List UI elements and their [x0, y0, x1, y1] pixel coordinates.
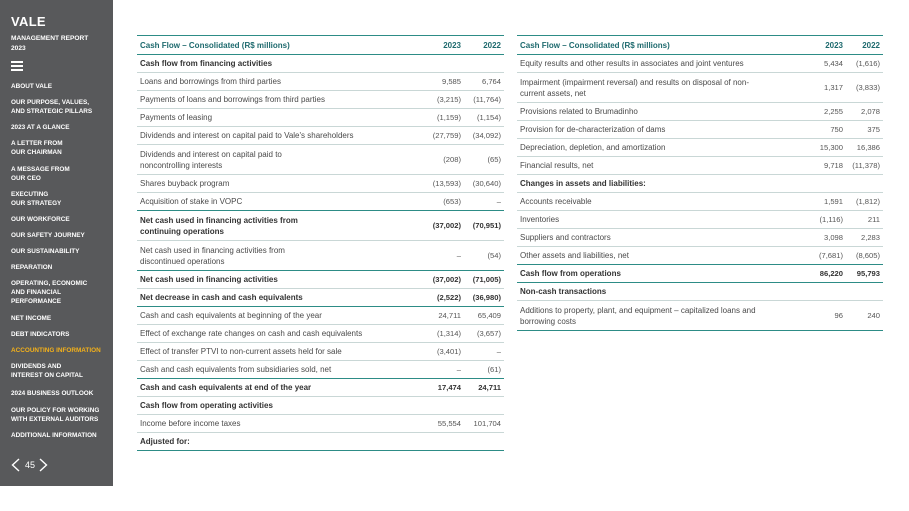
row-value-2022 [846, 283, 883, 301]
sidebar-item-label: WITH EXTERNAL AUDITORS [11, 415, 99, 423]
table-row [517, 247, 883, 265]
sidebar-item-net-income[interactable] [11, 315, 111, 324]
row-value-2023: 15,300 [819, 143, 843, 152]
table-row [137, 397, 504, 415]
sidebar-item-at-a-glance[interactable] [11, 124, 111, 133]
cash-flow-table-right [517, 35, 883, 331]
row-label: Accounts receivable [520, 197, 592, 206]
table-row [517, 193, 883, 211]
row-label: Payments of leasing [140, 113, 213, 122]
table-row [517, 301, 883, 331]
row-label: Acquisition of stake in VOPC [140, 197, 243, 206]
sidebar-item-label: 2024 BUSINESS OUTLOOK [11, 390, 94, 397]
row-value-2023 [800, 283, 846, 301]
row-value-2022: 240 [867, 311, 880, 320]
sidebar-item-label: OUR WORKFORCE [11, 216, 70, 223]
report-title [11, 34, 107, 53]
row-value-2023: (37,002) [432, 275, 461, 284]
sidebar-item-purpose[interactable] [11, 99, 111, 117]
row-value-2023: (13,593) [432, 179, 461, 188]
row-label: Effect of exchange rate changes on cash and cash equivalents [140, 329, 363, 338]
row-value-2022: 2,283 [860, 233, 880, 242]
row-label: Effect of transfer PTVI to non-current assets held for sale [140, 347, 342, 356]
row-label: Changes in assets and liabilities: [520, 179, 646, 188]
row-value-2022: 375 [867, 125, 880, 134]
row-value-2023: 2,255 [823, 107, 843, 116]
row-value-2022: 65,409 [477, 311, 501, 320]
row-value-2022 [846, 175, 883, 193]
hamburger-icon[interactable] [11, 61, 23, 71]
sidebar-item-safety[interactable] [11, 232, 111, 241]
page-number: 45 [25, 460, 36, 470]
table-row [137, 289, 504, 307]
table-row [517, 283, 883, 301]
sidebar-item-label: AND STRATEGIC PILLARS [11, 107, 93, 115]
sidebar-item-label: DIVIDENDS AND [11, 363, 62, 370]
row-value-2023: 3,098 [823, 233, 843, 242]
row-value-2023: 96 [834, 311, 843, 320]
row-label: Provision for de-characterization of dams [520, 125, 666, 134]
sidebar [0, 0, 113, 486]
sidebar-item-accounting[interactable] [11, 347, 111, 356]
sidebar-item-label: OUR SUSTAINABILITY [11, 248, 80, 255]
row-value-2022: (1,812) [855, 197, 880, 206]
table-row [517, 73, 883, 103]
table-title: Cash Flow – Consolidated (R$ millions) [517, 36, 800, 55]
pagination [11, 458, 48, 472]
table-row [137, 379, 504, 397]
row-value-2022: (30,640) [472, 179, 501, 188]
table-row [137, 361, 504, 379]
sidebar-item-additional[interactable] [11, 432, 111, 441]
row-label: Dividends and interest on capital paid to noncontrolling interests [140, 149, 282, 170]
row-value-2022: 6,764 [481, 77, 501, 86]
sidebar-item-label: ACCOUNTING INFORMATION [11, 347, 101, 354]
row-value-2022: (3,657) [476, 329, 501, 338]
row-value-2023: (37,002) [432, 221, 461, 230]
sidebar-item-label: ADDITIONAL INFORMATION [11, 432, 97, 439]
row-value-2022 [464, 433, 504, 451]
table-header [137, 36, 504, 55]
table-row [137, 73, 504, 91]
sidebar-item-label: REPARATION [11, 264, 53, 271]
row-label: Net decrease in cash and cash equivalents [140, 293, 303, 302]
sidebar-item-strategy[interactable] [11, 191, 111, 209]
row-value-2023: 9,585 [441, 77, 461, 86]
row-label: Shares buyback program [140, 179, 230, 188]
row-value-2023: 750 [830, 125, 843, 134]
row-label: Cash flow from operating activities [140, 401, 273, 410]
row-label: Impairment (impairment reversal) and results on disposal of non-current assets, net [520, 77, 749, 98]
sidebar-item-label: INTEREST ON CAPITAL [11, 371, 83, 379]
row-value-2022: (36,980) [472, 293, 501, 302]
sidebar-item-performance[interactable] [11, 280, 111, 306]
row-value-2022 [464, 55, 504, 73]
row-label: Loans and borrowings from third parties [140, 77, 281, 86]
sidebar-item-label: ABOUT VALE [11, 83, 53, 90]
row-label: Cash flow from financing activities [140, 59, 273, 68]
sidebar-item-label: AND FINANCIAL [11, 288, 62, 296]
table-title: Cash Flow – Consolidated (R$ millions) [137, 36, 412, 55]
sidebar-item-dividends[interactable] [11, 363, 111, 381]
table-row [137, 415, 504, 433]
sidebar-item-workforce[interactable] [11, 216, 111, 225]
table-row [137, 211, 504, 241]
row-label: Cash and cash equivalents from subsidiaries sold, net [140, 365, 332, 374]
row-value-2023: (3,401) [436, 347, 461, 356]
table-row [137, 343, 504, 361]
row-value-2023 [800, 175, 846, 193]
table-row [517, 265, 883, 283]
sidebar-item-label: OUR STRATEGY [11, 199, 62, 207]
sidebar-item-about-vale[interactable] [11, 83, 111, 92]
row-value-2022: (34,092) [472, 131, 501, 140]
row-value-2023: – [456, 365, 461, 374]
row-value-2023: (27,759) [432, 131, 461, 140]
sidebar-item-label: OPERATING, ECONOMIC [11, 280, 88, 287]
row-label: Additions to property, plant, and equipment – capitalized loans and borrowing costs [520, 305, 756, 326]
table-row [137, 175, 504, 193]
sidebar-item-label: PERFORMANCE [11, 297, 62, 305]
next-page-icon[interactable] [39, 458, 48, 472]
row-value-2022: – [496, 197, 501, 206]
table-row [137, 145, 504, 175]
sidebar-item-label: OUR CEO [11, 174, 41, 182]
row-label: Net cash used in financing activities from continuing operations [140, 215, 298, 236]
report-title-line2: 2023 [11, 44, 26, 52]
row-value-2022: (54) [487, 251, 501, 260]
row-value-2023: (7,681) [818, 251, 843, 260]
row-value-2023 [412, 433, 464, 451]
sidebar-item-label: DEBT INDICATORS [11, 331, 70, 338]
col-2022: 2022 [846, 36, 883, 55]
row-label: Payments of loans and borrowings from third parties [140, 95, 325, 104]
row-value-2022: 211 [867, 215, 880, 224]
table-row [517, 55, 883, 73]
table-row [137, 271, 504, 289]
report-title-line1: MANAGEMENT REPORT [11, 35, 89, 42]
row-label: Cash and cash equivalents at end of the year [140, 383, 312, 392]
row-value-2022: 2,078 [860, 107, 880, 116]
table-row [517, 229, 883, 247]
row-value-2023: 55,554 [437, 419, 461, 428]
row-value-2023 [412, 55, 464, 73]
row-value-2022: (65) [487, 155, 501, 164]
sidebar-item-debt[interactable] [11, 331, 111, 340]
row-value-2022: 95,793 [856, 269, 880, 278]
sidebar-item-outlook[interactable] [11, 390, 111, 399]
sidebar-item-label: 2023 AT A GLANCE [11, 124, 70, 131]
row-value-2023: (653) [443, 197, 461, 206]
row-label: Adjusted for: [140, 437, 190, 446]
row-value-2022: – [496, 347, 501, 356]
row-value-2022 [464, 397, 504, 415]
sidebar-item-letter-chairman[interactable] [11, 140, 111, 158]
row-value-2023: 17,474 [437, 383, 461, 392]
row-value-2023: – [456, 251, 461, 260]
sidebar-item-label: OUR CHAIRMAN [11, 148, 62, 156]
sidebar-item-label: EXECUTING [11, 191, 49, 198]
row-value-2022: (1,616) [855, 59, 880, 68]
sidebar-item-label: A MESSAGE FROM [11, 166, 70, 173]
prev-page-icon[interactable] [11, 458, 20, 472]
row-label: Non-cash transactions [520, 287, 607, 296]
table-row [517, 103, 883, 121]
row-label: Equity results and other results in associates and joint ventures [520, 59, 744, 68]
sidebar-item-label: OUR POLICY FOR WORKING [11, 407, 100, 414]
row-value-2022: (3,833) [855, 83, 880, 92]
row-label: Cash and cash equivalents at beginning of the year [140, 311, 322, 320]
row-value-2023: 1,591 [823, 197, 843, 206]
row-value-2022: 101,704 [473, 419, 501, 428]
sidebar-item-label: A LETTER FROM [11, 140, 63, 147]
row-value-2022: (11,764) [473, 95, 501, 104]
table-row [517, 121, 883, 139]
table-row [137, 325, 504, 343]
row-value-2023: 1,317 [823, 83, 843, 92]
row-label: Depreciation, depletion, and amortization [520, 143, 666, 152]
row-label: Other assets and liabilities, net [520, 251, 629, 260]
row-value-2023: (2,522) [436, 293, 461, 302]
sidebar-item-message-ceo[interactable] [11, 166, 111, 184]
col-2022: 2022 [464, 36, 504, 55]
row-value-2023: (1,314) [436, 329, 461, 338]
row-label: Cash flow from operations [520, 269, 621, 278]
row-value-2022: 16,386 [856, 143, 880, 152]
cash-flow-table-left [137, 35, 504, 451]
row-value-2022: (8,605) [855, 251, 880, 260]
row-label: Income before income taxes [140, 419, 241, 428]
table-row [137, 91, 504, 109]
table-row [517, 157, 883, 175]
table-row [517, 211, 883, 229]
row-value-2022: (71,005) [472, 275, 501, 284]
row-value-2023: 5,434 [823, 59, 843, 68]
row-label: Dividends and interest on capital paid to Vale's shareholders [140, 131, 354, 140]
table-row [137, 55, 504, 73]
table-row [137, 307, 504, 325]
table-row [137, 433, 504, 451]
row-label: Financial results, net [520, 161, 594, 170]
table-header [517, 36, 883, 55]
row-value-2023: (3,215) [436, 95, 461, 104]
sidebar-item-reparation[interactable] [11, 264, 111, 273]
row-label: Net cash used in financing activities from discontinued operations [140, 245, 285, 266]
col-2023: 2023 [412, 36, 464, 55]
sidebar-item-auditors[interactable] [11, 407, 111, 425]
row-value-2022: (11,378) [852, 161, 880, 170]
table-row [137, 127, 504, 145]
table-row [137, 193, 504, 211]
sidebar-item-sustainability[interactable] [11, 248, 111, 257]
brand-logo: VALE [11, 14, 46, 29]
row-value-2022: (70,951) [472, 221, 501, 230]
table-row [137, 241, 504, 271]
sidebar-item-label: NET INCOME [11, 315, 52, 322]
row-value-2022: (1,154) [476, 113, 501, 122]
table-row [137, 109, 504, 127]
row-value-2023: (1,116) [819, 215, 843, 224]
row-value-2023: (208) [443, 155, 461, 164]
row-label: Suppliers and contractors [520, 233, 611, 242]
table-row [517, 175, 883, 193]
row-value-2022: 24,711 [478, 383, 501, 392]
row-value-2023: 9,718 [823, 161, 843, 170]
row-value-2023: 24,711 [438, 311, 461, 320]
col-2023: 2023 [800, 36, 846, 55]
row-value-2023: 86,220 [819, 269, 843, 278]
row-label: Inventories [520, 215, 560, 224]
sidebar-item-label: OUR PURPOSE, VALUES, [11, 99, 90, 106]
row-label: Provisions related to Brumadinho [520, 107, 638, 116]
row-value-2023: (1,159) [436, 113, 461, 122]
table-row [517, 139, 883, 157]
row-value-2022: (61) [487, 365, 501, 374]
row-value-2023 [412, 397, 464, 415]
sidebar-item-label: OUR SAFETY JOURNEY [11, 232, 85, 239]
row-label: Net cash used in financing activities [140, 275, 278, 284]
